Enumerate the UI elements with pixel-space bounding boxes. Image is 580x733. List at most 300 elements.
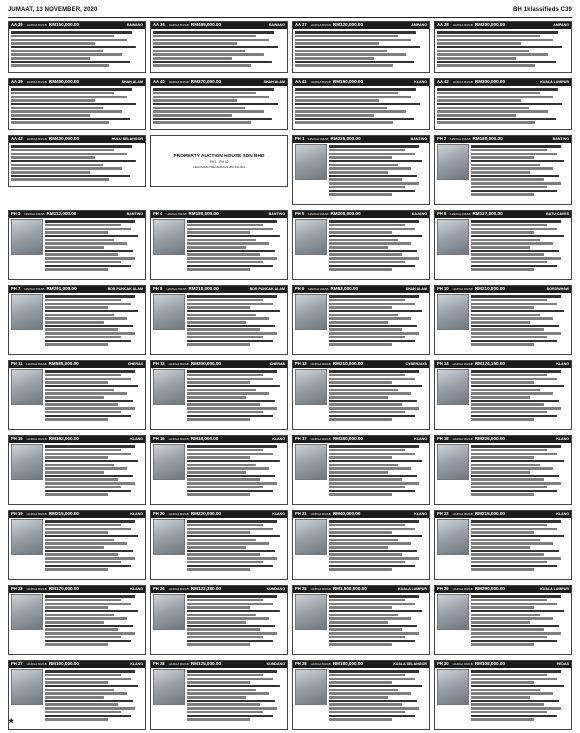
text-line <box>329 257 419 259</box>
text-line <box>45 692 127 694</box>
text-line <box>437 53 548 55</box>
text-line <box>471 493 534 495</box>
text-line <box>45 261 121 263</box>
listing-details <box>11 87 143 125</box>
listing-id: PH 16 <box>153 436 165 441</box>
property-photo <box>295 219 327 255</box>
listing-details <box>295 30 427 68</box>
auction-notice <box>150 135 288 187</box>
text-line <box>295 46 420 48</box>
listing-price-caption: HARGA RIZAB <box>26 512 47 516</box>
listing-id: PH 4 <box>153 211 163 216</box>
text-line <box>437 61 556 63</box>
text-line <box>11 107 103 109</box>
listing-body <box>435 29 571 70</box>
text-line <box>45 224 121 226</box>
listing-price-caption: HARGA RIZAB <box>452 362 473 366</box>
text-line <box>45 325 133 327</box>
listing-price: RM210,000.00 <box>188 286 219 291</box>
text-line <box>329 370 419 372</box>
text-line <box>153 31 274 33</box>
listing-id: AA 42 <box>437 79 449 84</box>
listing-details <box>187 369 285 422</box>
listing-price-caption: HARGA RIZAB <box>168 587 189 591</box>
listing-details <box>471 519 569 572</box>
text-line <box>187 381 250 383</box>
text-line <box>471 550 559 552</box>
text-line <box>45 621 104 623</box>
text-line <box>45 306 108 308</box>
text-line <box>187 343 250 345</box>
text-line <box>471 478 544 480</box>
text-line <box>45 239 114 241</box>
text-line <box>437 92 540 94</box>
text-line <box>187 456 250 458</box>
text-line <box>45 385 138 387</box>
text-line <box>471 482 561 484</box>
text-line <box>471 565 557 567</box>
text-line <box>329 332 419 334</box>
text-line <box>187 228 273 230</box>
text-line <box>471 535 564 537</box>
listing-price: RM200,000.00 <box>330 211 361 216</box>
text-line <box>187 224 263 226</box>
text-line <box>471 531 534 533</box>
listing-price-caption: HARGA RIZAB <box>168 662 189 666</box>
listing-location: KAJANG <box>411 212 427 216</box>
listing-card <box>292 585 430 655</box>
listing-details <box>471 444 569 497</box>
listing-id: PH 18 <box>437 436 449 441</box>
listing-card <box>150 510 288 580</box>
text-line <box>437 107 529 109</box>
listing-body <box>435 143 571 199</box>
listing-card <box>150 285 288 355</box>
header-rule <box>8 17 572 18</box>
listing-details <box>11 144 143 182</box>
text-line <box>45 471 104 473</box>
text-line <box>45 460 138 462</box>
text-line <box>45 400 133 402</box>
listing-body <box>293 668 429 724</box>
text-line <box>471 689 540 691</box>
text-line <box>187 317 269 319</box>
text-line <box>471 370 561 372</box>
text-line <box>187 640 273 642</box>
text-line <box>329 250 417 252</box>
listing-details <box>471 669 569 722</box>
text-line <box>329 718 392 720</box>
text-line <box>329 643 392 645</box>
text-line <box>471 239 540 241</box>
text-line <box>471 674 547 676</box>
listing-id: PH 19 <box>11 511 23 516</box>
text-line <box>471 711 547 713</box>
text-line <box>45 392 127 394</box>
text-line <box>329 149 405 151</box>
text-line <box>471 703 544 705</box>
text-line <box>11 110 122 112</box>
text-line <box>329 482 419 484</box>
text-line <box>471 415 557 417</box>
text-line <box>329 493 392 495</box>
footer-star-icon: ★ <box>8 718 15 725</box>
text-line <box>187 340 273 342</box>
listing-header-bar <box>435 586 571 593</box>
listing-price: RM162,000.00 <box>48 436 79 441</box>
text-line <box>153 92 256 94</box>
text-line <box>295 118 414 120</box>
text-line <box>45 456 108 458</box>
text-line <box>471 389 540 391</box>
text-line <box>187 546 246 548</box>
text-line <box>329 175 417 177</box>
text-line <box>471 678 557 680</box>
text-line <box>471 707 561 709</box>
text-line <box>329 700 417 702</box>
text-line <box>187 490 273 492</box>
text-line <box>471 396 530 398</box>
text-line <box>329 565 415 567</box>
text-line <box>45 403 118 405</box>
text-line <box>471 700 559 702</box>
text-line <box>45 396 104 398</box>
text-line <box>187 542 269 544</box>
text-line <box>45 568 108 570</box>
text-line <box>471 385 564 387</box>
listing-location: SHAH ALAM <box>121 80 143 84</box>
text-line <box>329 674 405 676</box>
text-line <box>437 103 562 105</box>
text-line <box>187 396 246 398</box>
text-line <box>153 103 278 105</box>
text-line <box>329 678 415 680</box>
listing-body <box>151 668 287 724</box>
text-line <box>295 53 406 55</box>
text-line <box>187 303 273 305</box>
text-line <box>329 403 402 405</box>
text-line <box>329 343 392 345</box>
text-line <box>471 167 553 169</box>
text-line <box>471 453 557 455</box>
listing-card <box>292 435 430 505</box>
listing-body <box>435 368 571 424</box>
text-line <box>187 253 260 255</box>
text-line <box>329 568 392 570</box>
text-line <box>45 295 135 297</box>
listing-price: RM215,000.00 <box>474 511 505 516</box>
listing-details <box>295 87 427 125</box>
text-line <box>471 561 547 563</box>
text-line <box>329 314 398 316</box>
text-line <box>45 625 133 627</box>
listing-id: PH 25 <box>295 586 307 591</box>
text-line <box>471 467 553 469</box>
listing-id: PH 14 <box>437 361 449 366</box>
listing-price-caption: HARGA RIZAB <box>450 212 471 216</box>
listing-body <box>293 593 429 649</box>
text-line <box>329 381 392 383</box>
text-line <box>329 295 419 297</box>
text-line <box>295 57 374 59</box>
text-line <box>471 403 544 405</box>
text-line <box>45 374 121 376</box>
listing-price: RM225,000.00 <box>474 436 505 441</box>
listing-header-bar <box>9 136 145 143</box>
listing-details <box>187 294 285 347</box>
listing-card <box>8 135 146 187</box>
text-line <box>187 475 275 477</box>
text-line <box>329 632 419 634</box>
listing-body <box>435 218 571 274</box>
text-line <box>11 99 95 101</box>
text-line <box>45 332 135 334</box>
listing-price: RM127,000.00 <box>472 211 503 216</box>
text-line <box>329 453 415 455</box>
listing-body <box>151 443 287 499</box>
text-line <box>295 92 398 94</box>
listing-price: RM225,000.00 <box>330 136 361 141</box>
listing-details <box>187 444 285 497</box>
text-line <box>471 456 534 458</box>
text-line <box>295 96 411 98</box>
property-photo <box>295 444 327 480</box>
listing-id: AA 35 <box>11 22 23 27</box>
text-line <box>295 64 393 66</box>
text-line <box>11 171 90 173</box>
text-line <box>45 268 108 270</box>
property-photo <box>11 669 43 705</box>
text-line <box>471 614 540 616</box>
listing-location: CYBERJAYA <box>405 362 427 366</box>
text-line <box>11 31 132 33</box>
text-line <box>187 385 280 387</box>
listing-id: PH 1 <box>295 136 305 141</box>
text-line <box>329 299 405 301</box>
listing-details <box>45 594 143 647</box>
text-line <box>187 565 273 567</box>
listing-card <box>8 360 146 430</box>
listing-id: PH 28 <box>153 661 165 666</box>
property-photo <box>153 669 185 705</box>
text-line <box>187 321 246 323</box>
listing-card <box>8 210 146 280</box>
text-line <box>187 265 273 267</box>
listing-details <box>471 144 569 197</box>
listing-location: AMPANG <box>411 23 427 27</box>
listing-details <box>329 294 427 347</box>
text-line <box>471 175 559 177</box>
text-line <box>437 35 540 37</box>
text-line <box>187 636 263 638</box>
text-line <box>45 482 135 484</box>
text-line <box>153 110 264 112</box>
listing-price: RM400,000.00 <box>48 79 80 84</box>
listing-id: PH 30 <box>437 661 449 666</box>
text-line <box>471 261 547 263</box>
listing-location: KLANG <box>130 437 143 441</box>
listing-id: PH 5 <box>295 211 305 216</box>
text-line <box>45 610 138 612</box>
listing-card <box>434 360 572 430</box>
text-line <box>471 625 559 627</box>
listing-price-caption: HARGA RIZAB <box>308 287 329 291</box>
text-line <box>187 535 280 537</box>
listing-location: CHERAS <box>269 362 285 366</box>
text-line <box>329 460 422 462</box>
text-line <box>45 231 108 233</box>
text-line <box>187 231 250 233</box>
text-line <box>45 246 104 248</box>
text-line <box>437 46 562 48</box>
listing-card <box>434 78 572 130</box>
listing-header-bar <box>151 661 287 668</box>
text-line <box>329 681 392 683</box>
text-line <box>329 389 398 391</box>
text-line <box>45 681 108 683</box>
text-line <box>329 490 415 492</box>
text-line <box>45 407 135 409</box>
text-line <box>471 670 561 672</box>
listing-price: RM210,000.00 <box>474 286 505 291</box>
listing-header-bar <box>293 586 429 593</box>
property-photo <box>153 594 185 630</box>
text-line <box>187 486 263 488</box>
listing-details <box>329 669 427 722</box>
text-line <box>471 718 534 720</box>
text-line <box>45 381 108 383</box>
listing-price: RM200,000.00 <box>190 361 221 366</box>
listing-location: RAWANG <box>268 23 285 27</box>
text-line <box>11 118 130 120</box>
text-line <box>329 231 392 233</box>
text-line <box>11 96 127 98</box>
listing-id: PH 26 <box>437 586 449 591</box>
text-line <box>471 231 534 233</box>
text-line <box>153 39 269 41</box>
text-line <box>45 535 138 537</box>
listing-price-caption: HARGA RIZAB <box>168 23 189 27</box>
listing-price: RM370,000.00 <box>190 79 222 84</box>
listing-location: KLANG <box>556 512 569 516</box>
property-photo <box>295 294 327 330</box>
listing-body <box>9 293 145 349</box>
property-photo <box>153 519 185 555</box>
text-line <box>45 628 118 630</box>
property-photo <box>295 594 327 630</box>
text-line <box>471 145 561 147</box>
text-line <box>187 246 246 248</box>
property-photo <box>295 669 327 705</box>
section-title: BH 1klassifieds C39 <box>513 7 572 13</box>
text-line <box>471 306 534 308</box>
text-line <box>329 595 419 597</box>
property-photo <box>11 369 43 405</box>
listing-card <box>292 360 430 430</box>
listing-price-caption: HARGA RIZAB <box>452 80 473 84</box>
text-line <box>153 96 269 98</box>
property-photo <box>437 594 469 630</box>
text-line <box>11 46 136 48</box>
listing-header-bar <box>435 286 571 293</box>
text-line <box>45 643 108 645</box>
text-line <box>11 114 90 116</box>
text-line <box>329 321 388 323</box>
listing-location: KLANG <box>130 662 143 666</box>
text-line <box>437 31 558 33</box>
listing-price-caption: HARGA RIZAB <box>308 212 329 216</box>
page-header <box>8 6 572 16</box>
text-line <box>187 220 277 222</box>
text-line <box>329 336 405 338</box>
listing-header-bar <box>151 586 287 593</box>
text-line <box>471 343 534 345</box>
text-line <box>45 317 127 319</box>
listing-location: KUNDANG <box>266 662 285 666</box>
text-line <box>329 550 417 552</box>
text-line <box>329 471 388 473</box>
listing-card <box>292 510 430 580</box>
listing-body <box>151 593 287 649</box>
listing-price-caption: HARGA RIZAB <box>310 80 331 84</box>
listing-price: RM122,380.00 <box>190 586 221 591</box>
text-line <box>187 374 263 376</box>
text-line <box>329 711 405 713</box>
property-photo <box>11 594 43 630</box>
text-line <box>471 546 530 548</box>
text-line <box>471 542 553 544</box>
listing-details <box>329 219 427 272</box>
text-line <box>329 475 417 477</box>
text-line <box>187 239 256 241</box>
listing-location: KLANG <box>414 512 427 516</box>
text-line <box>471 685 564 687</box>
listing-card <box>292 78 430 130</box>
text-line <box>329 396 388 398</box>
text-line <box>187 418 250 420</box>
text-line <box>471 524 547 526</box>
text-line <box>153 88 274 90</box>
text-line <box>187 310 280 312</box>
listing-price-caption: HARGA RIZAB <box>166 287 187 291</box>
text-line <box>471 153 557 155</box>
listing-id: PH 20 <box>153 511 165 516</box>
listing-id: PH 23 <box>11 586 23 591</box>
text-line <box>329 310 422 312</box>
notice-note: LELONGAN SECARA DALAM TALIAN <box>193 164 245 169</box>
text-line <box>45 632 135 634</box>
text-line <box>187 328 260 330</box>
text-line <box>471 156 534 158</box>
listing-details <box>437 30 569 68</box>
text-line <box>45 595 135 597</box>
listing-price-caption: HARGA RIZAB <box>168 437 189 441</box>
listing-details <box>45 219 143 272</box>
listing-body <box>435 86 571 127</box>
listing-card <box>434 210 572 280</box>
listing-details <box>437 87 569 125</box>
listing-header-bar <box>293 661 429 668</box>
listing-body <box>293 518 429 574</box>
text-line <box>329 392 411 394</box>
text-line <box>329 306 392 308</box>
text-line <box>153 50 245 52</box>
text-line <box>329 182 419 184</box>
listing-price: RM40,000.00 <box>332 511 361 516</box>
text-line <box>329 415 415 417</box>
listing-card <box>434 285 572 355</box>
text-line <box>471 681 534 683</box>
